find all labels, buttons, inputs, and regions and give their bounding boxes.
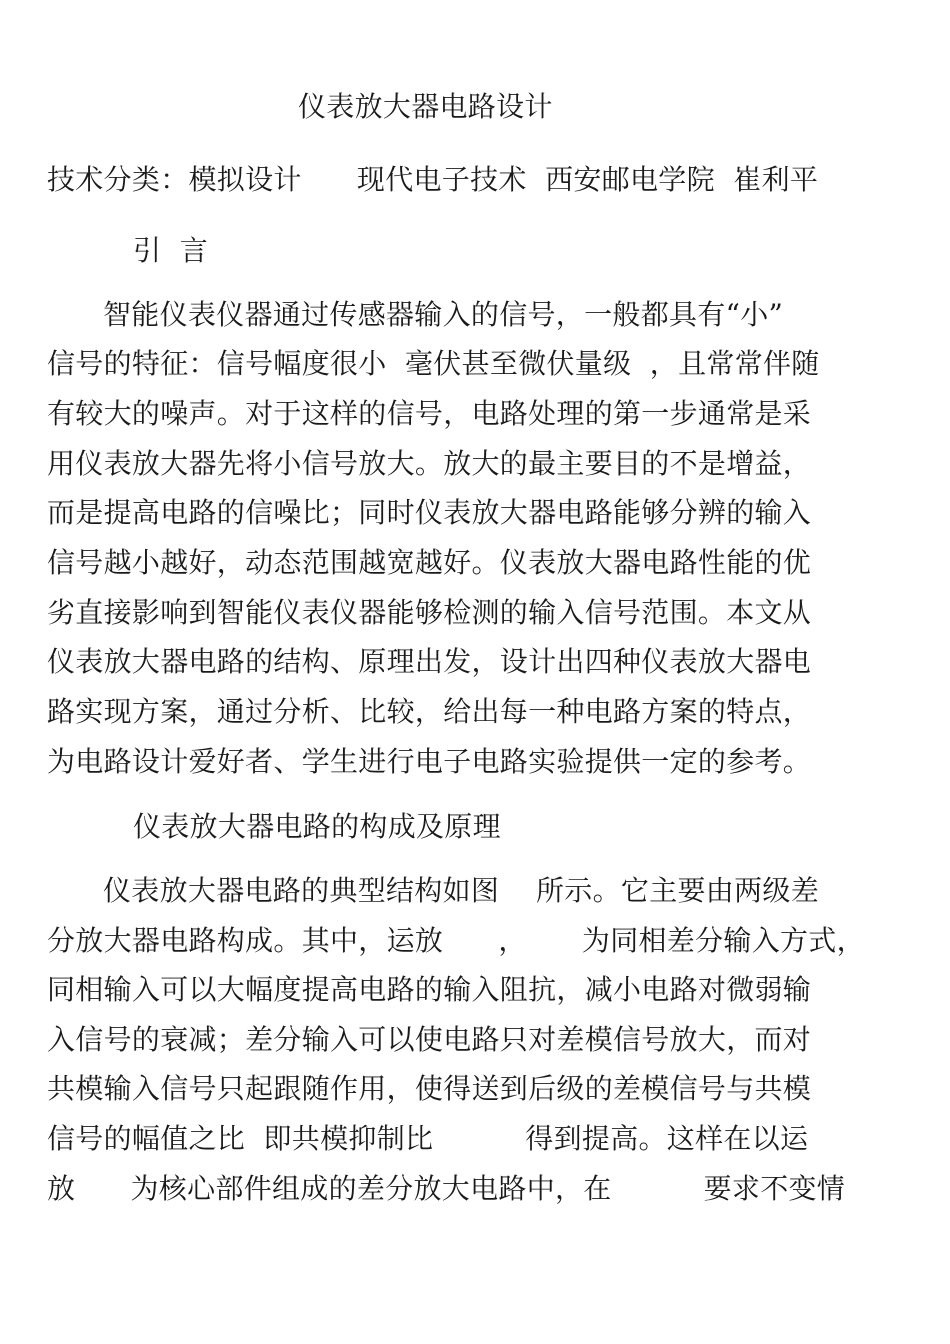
document-title: 仪表放大器电路设计 [298,90,553,123]
paragraph-line: 共模输入信号只起跟随作用，使得送到后级的差模信号与共模 [47,1072,812,1105]
paragraph-line: 仪表放大器电路的结构、原理出发，设计出四种仪表放大器电 [47,645,812,678]
paragraph-line: 有较大的噪声。对于这样的信号，电路处理的第一步通常是采 [47,397,812,430]
paragraph-line: 信号的幅值之比 即共模抑制比 得到提高。这样在以运 [47,1122,809,1155]
paragraph-line: 智能仪表仪器通过传感器输入的信号，一般都具有“小” [103,298,784,331]
paragraph-line: 信号越小越好，动态范围越宽越好。仪表放大器电路性能的优 [47,546,812,579]
section-heading-intro: 引 言 [133,234,209,267]
paragraph-line: 分放大器电路构成。其中，运放 ， 为同相差分输入方式， [47,924,865,957]
paragraph-line: 仪表放大器电路的典型结构如图 所示。它主要由两级差 [103,874,820,907]
paragraph-line: 放 为核心部件组成的差分放大电路中，在 要求不变情 [47,1172,846,1205]
paragraph-line: 信号的特征：信号幅度很小 毫伏甚至微伏量级 ，且常常伴随 [47,347,820,380]
paragraph-line: 用仪表放大器先将小信号放大。放大的最主要目的不是增益， [47,447,812,480]
paragraph-line: 同相输入可以大幅度提高电路的输入阻抗，减小电路对微弱输 [47,973,812,1006]
paragraph-line: 入信号的衰减；差分输入可以使电路只对差模信号放大，而对 [47,1023,812,1056]
section-heading-structure: 仪表放大器电路的构成及原理 [133,810,501,843]
paragraph-line: 路实现方案，通过分析、比较，给出每一种电路方案的特点， [47,695,812,728]
paragraph-line: 而是提高电路的信噪比；同时仪表放大器电路能够分辨的输入 [47,496,812,529]
author-meta-line: 技术分类：模拟设计 现代电子技术 西安邮电学院 崔利平 [47,163,819,196]
paragraph-line: 为电路设计爱好者、学生进行电子电路实验提供一定的参考。 [47,745,812,778]
paragraph-line: 劣直接影响到智能仪表仪器能够检测的输入信号范围。本文从 [47,596,812,629]
